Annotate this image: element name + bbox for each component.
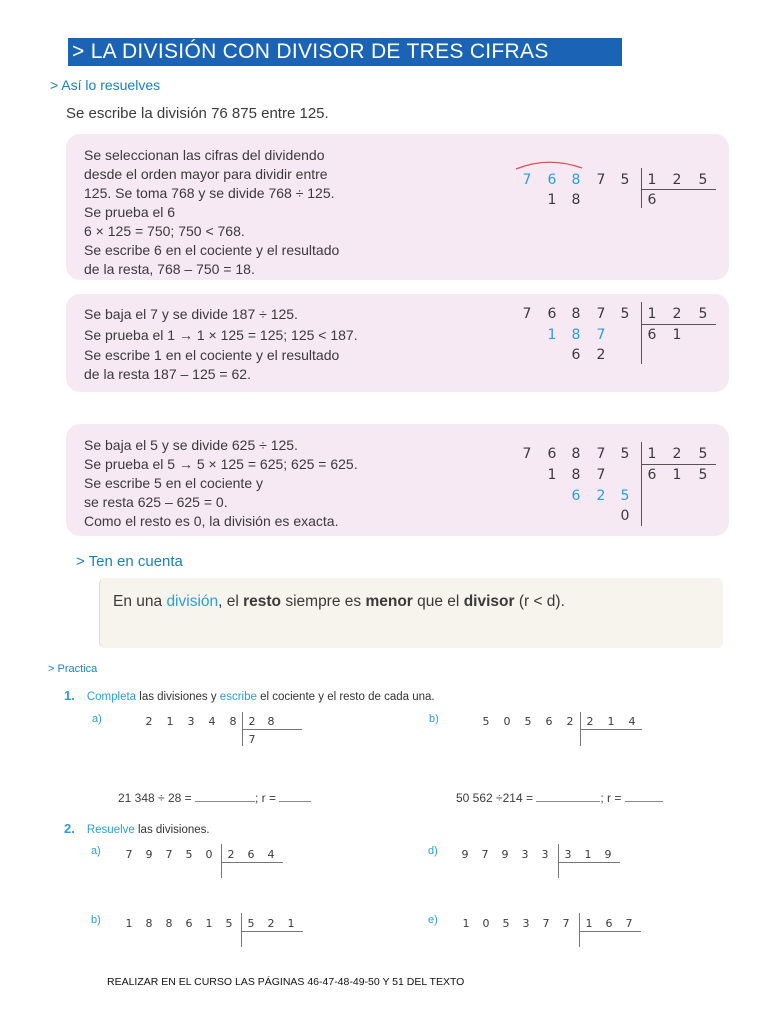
section-heading-cuenta: > Ten en cuenta xyxy=(76,553,183,570)
step-line: Se seleccionan las cifras del dividendo xyxy=(84,147,325,163)
equation-text: 50 562 ÷214 = xyxy=(456,791,533,805)
remainder-digit: 1 xyxy=(547,192,557,208)
step-line: Se baja el 5 y se divide 625 ÷ 125. xyxy=(84,437,298,453)
divisor-digit: 1 xyxy=(607,715,615,728)
divisor-digit: 2 xyxy=(672,172,682,188)
dividend-digit: 5 xyxy=(620,306,630,322)
dividend-digit: 4 xyxy=(208,715,216,728)
dividend-digit: 6 xyxy=(545,715,553,728)
remainder-answer-blank[interactable] xyxy=(279,789,311,802)
division-bar xyxy=(241,913,242,947)
divisor-digit: 1 xyxy=(585,917,593,930)
remainder-digit: 8 xyxy=(571,467,581,483)
note-part: , el xyxy=(218,593,244,610)
remainder-label: ; r = xyxy=(255,791,277,805)
divisor-digit: 4 xyxy=(267,848,275,861)
step-3-text xyxy=(84,436,358,531)
step-2-text xyxy=(84,304,358,384)
remainder-digit: 2 xyxy=(596,347,606,363)
equation-text: 21 348 ÷ 28 = xyxy=(118,791,192,805)
intro-text: Se escribe la división 76 875 entre 125. xyxy=(66,105,329,122)
dividend-digit: 7 xyxy=(481,848,489,861)
divisor-digit: 2 xyxy=(227,848,235,861)
dividend-digit: 3 xyxy=(522,917,530,930)
remainder-answer-blank[interactable] xyxy=(625,789,663,802)
divisor-digit: 6 xyxy=(605,917,613,930)
dividend-digit: 6 xyxy=(547,446,557,462)
dividend-digit: 6 xyxy=(547,306,557,322)
step-line: Como el resto es 0, la división es exacta. xyxy=(84,513,339,529)
dividend-digit: 1 xyxy=(125,917,133,930)
division-bar xyxy=(641,442,642,526)
dividend-digit: 7 xyxy=(125,848,133,861)
step-line: Se prueba el 1 → 1 × 125 = 125; 125 < 187. xyxy=(84,327,358,343)
dividend-digit: 7 xyxy=(562,917,570,930)
item-label-2d: d) xyxy=(428,845,438,857)
note-text xyxy=(113,593,565,611)
exercise-number: 1. xyxy=(64,688,75,703)
divisor-digit: 5 xyxy=(698,446,708,462)
quotient-digit: 6 xyxy=(647,327,657,343)
division-bar xyxy=(221,844,222,878)
remainder-digit: 1 xyxy=(547,327,557,343)
division-bar xyxy=(579,913,580,947)
divisor-digit: 5 xyxy=(698,306,708,322)
dividend-digit: 7 xyxy=(596,306,606,322)
dividend-digit: 5 xyxy=(225,917,233,930)
divisor-digit: 2 xyxy=(672,446,682,462)
dividend-digit: 9 xyxy=(461,848,469,861)
division-bar xyxy=(641,302,642,364)
remainder-digit: 5 xyxy=(620,488,630,504)
quotient-line xyxy=(641,324,716,325)
dividend-digit: 1 xyxy=(205,917,213,930)
dividend-digit: 5 xyxy=(620,172,630,188)
footer-instruction: REALIZAR EN EL CURSO LAS PÁGINAS 46-47-48-49-50 Y 51 DEL TEXTO xyxy=(107,976,465,988)
page-title: > LA DIVISIÓN CON DIVISOR DE TRES CIFRAS xyxy=(72,40,549,63)
dividend-digit: 6 xyxy=(185,917,193,930)
step-line: Se baja el 7 y se divide 187 ÷ 125. xyxy=(84,306,298,322)
exercise-1b-equation xyxy=(456,789,663,805)
item-label-2a: a) xyxy=(91,845,101,857)
quotient-line xyxy=(641,189,716,190)
remainder-digit: 1 xyxy=(547,467,557,483)
dividend-digit: 0 xyxy=(205,848,213,861)
dividend-digit: 7 xyxy=(165,848,173,861)
remainder-digit: 2 xyxy=(596,488,606,504)
dividend-digit: 8 xyxy=(165,917,173,930)
note-keyword-menor: menor xyxy=(365,593,413,610)
step-line: 6 × 125 = 750; 750 < 768. xyxy=(84,223,245,239)
quotient-answer-blank[interactable] xyxy=(536,789,600,802)
division-bar xyxy=(558,844,559,878)
quotient-digit: 1 xyxy=(672,327,682,343)
divisor-digit: 1 xyxy=(584,848,592,861)
dividend-digit: 8 xyxy=(571,306,581,322)
divisor-digit: 2 xyxy=(672,306,682,322)
quotient-answer-blank[interactable] xyxy=(195,789,255,802)
dividend-digit: 5 xyxy=(502,917,510,930)
dividend-digit: 7 xyxy=(596,446,606,462)
note-keyword-divisor: divisor xyxy=(463,593,515,610)
dividend-digit: 7 xyxy=(596,172,606,188)
divisor-digit: 5 xyxy=(247,917,255,930)
divisor-digit: 8 xyxy=(267,715,275,728)
divisor-digit: 2 xyxy=(586,715,594,728)
dividend-digit: 0 xyxy=(482,917,490,930)
dividend-digit: 2 xyxy=(566,715,574,728)
remainder-label: ; r = xyxy=(600,791,622,805)
dividend-digit: 7 xyxy=(522,172,532,188)
note-box xyxy=(99,578,723,648)
divisor-digit: 6 xyxy=(247,848,255,861)
quotient-line xyxy=(641,464,716,465)
dividend-digit: 3 xyxy=(521,848,529,861)
quotient-digit: 6 xyxy=(647,192,657,208)
divisor-digit: 1 xyxy=(647,172,657,188)
note-part: que el xyxy=(412,593,464,610)
quotient-digit: 1 xyxy=(672,467,682,483)
instruction-keyword: Resuelve xyxy=(86,824,135,836)
note-keyword-resto: resto xyxy=(243,593,282,610)
dividend-digit: 8 xyxy=(571,446,581,462)
remainder-digit: 6 xyxy=(571,488,581,504)
divisor-digit: 5 xyxy=(698,172,708,188)
step-line: Se prueba el 6 xyxy=(84,204,176,220)
divisor-digit: 3 xyxy=(564,848,572,861)
dividend-digit: 7 xyxy=(522,446,532,462)
instruction-text: las divisiones y xyxy=(136,691,220,703)
note-part: siempre es xyxy=(281,593,366,610)
instruction-text: las divisiones. xyxy=(134,824,210,836)
exercise-2-instruction xyxy=(64,821,210,836)
remainder-digit: 7 xyxy=(596,327,606,343)
quotient-digit: 5 xyxy=(698,467,708,483)
instruction-text: el cociente y el resto de cada una. xyxy=(256,691,435,703)
item-label-1b: b) xyxy=(429,713,439,725)
divisor-digit: 2 xyxy=(267,917,275,930)
dividend-digit: 2 xyxy=(145,715,153,728)
dividend-digit: 3 xyxy=(541,848,549,861)
dividend-digit: 5 xyxy=(482,715,490,728)
section-heading-practica: > Practica xyxy=(48,663,98,675)
dividend-digit: 6 xyxy=(547,172,557,188)
step-line: Se escribe 6 en el cociente y el resultado xyxy=(84,242,340,258)
divisor-digit: 1 xyxy=(647,306,657,322)
remainder-digit: 6 xyxy=(571,347,581,363)
quotient-digit: 7 xyxy=(248,733,256,746)
division-bar xyxy=(641,168,642,208)
divisor-digit: 1 xyxy=(647,446,657,462)
dividend-digit: 3 xyxy=(187,715,195,728)
step-line: se resta 625 – 625 = 0. xyxy=(84,494,228,510)
remainder-digit: 7 xyxy=(596,467,606,483)
dividend-digit: 5 xyxy=(524,715,532,728)
dividend-digit: 1 xyxy=(166,715,174,728)
dividend-digit: 8 xyxy=(229,715,237,728)
note-keyword-division: división xyxy=(166,593,219,610)
step-line: Se escribe 1 en el cociente y el resultado xyxy=(84,347,340,363)
dividend-digit: 7 xyxy=(522,306,532,322)
step-line: 125. Se toma 768 y se divide 768 ÷ 125. xyxy=(84,185,335,201)
divisor-digit: 4 xyxy=(628,715,636,728)
step-line: Se escribe 5 en el cociente y xyxy=(84,475,263,491)
divisor-digit: 7 xyxy=(625,917,633,930)
instruction-keyword: Completa xyxy=(86,691,137,703)
item-label-1a: a) xyxy=(92,713,102,725)
divisor-digit: 2 xyxy=(248,715,256,728)
dividend-digit: 8 xyxy=(571,172,581,188)
item-label-2b: b) xyxy=(91,914,101,926)
remainder-digit: 8 xyxy=(571,192,581,208)
step-line: de la resta 187 – 125 = 62. xyxy=(84,366,251,382)
note-part: (r < d). xyxy=(514,593,565,610)
step-line: de la resta, 768 – 750 = 18. xyxy=(84,261,255,277)
note-part: En una xyxy=(113,593,167,610)
section-heading-resuelves: > Así lo resuelves xyxy=(50,77,161,93)
step-line: Se prueba el 5 → 5 × 125 = 625; 625 = 625. xyxy=(84,456,358,472)
exercise-number: 2. xyxy=(64,821,75,836)
divisor-digit: 9 xyxy=(604,848,612,861)
divisor-digit: 1 xyxy=(287,917,295,930)
quotient-digit: 6 xyxy=(647,467,657,483)
dividend-digit: 5 xyxy=(620,446,630,462)
dividend-digit: 1 xyxy=(462,917,470,930)
instruction-keyword: escribe xyxy=(219,691,257,703)
dividend-digit: 9 xyxy=(145,848,153,861)
dividend-digit: 0 xyxy=(503,715,511,728)
dividend-digit: 8 xyxy=(145,917,153,930)
step-1-text xyxy=(84,146,339,279)
item-label-2e: e) xyxy=(428,914,438,926)
dividend-digit: 7 xyxy=(542,917,550,930)
step-line: desde el orden mayor para dividir entre xyxy=(84,166,328,182)
dividend-digit: 5 xyxy=(185,848,193,861)
exercise-1a-equation xyxy=(118,789,311,805)
exercise-1-instruction xyxy=(64,688,435,703)
dividend-digit: 9 xyxy=(501,848,509,861)
remainder-digit: 8 xyxy=(571,327,581,343)
remainder-digit: 0 xyxy=(620,508,630,524)
